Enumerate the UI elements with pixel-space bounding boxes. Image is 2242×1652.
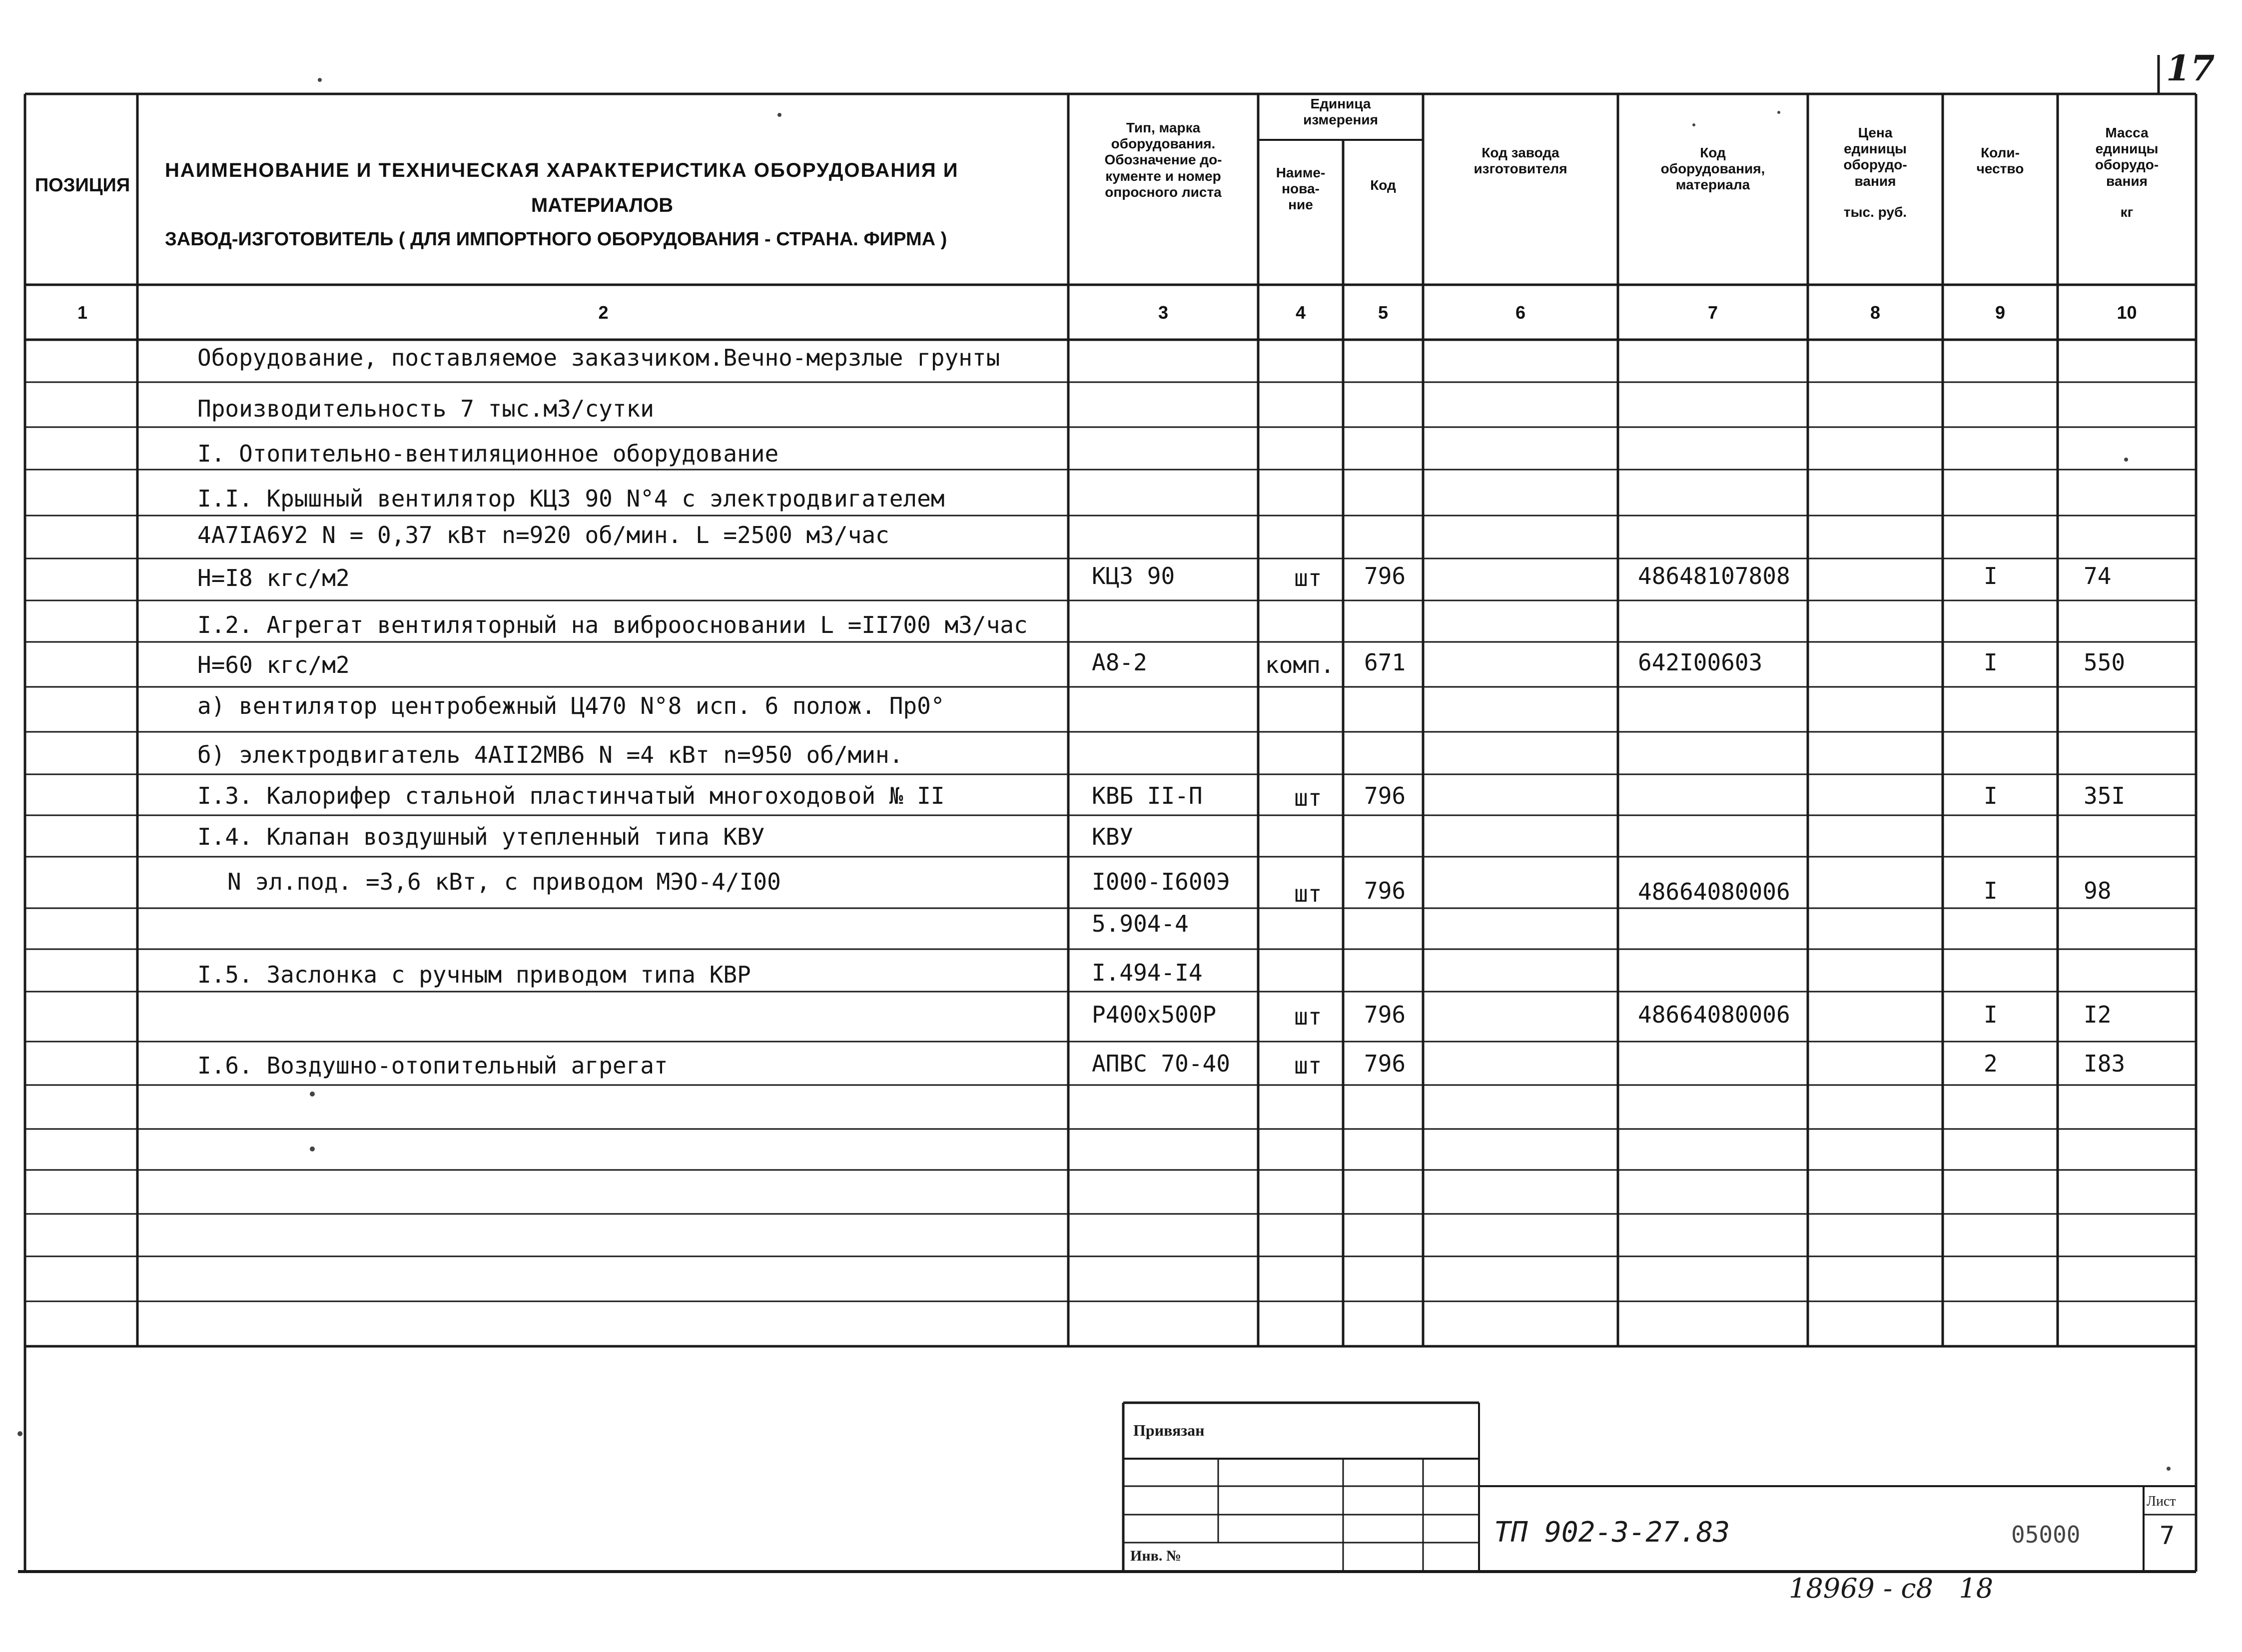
row-8-name: а) вентилятор центробежный Ц470 N°8 исп. 6 полож. Пр0° bbox=[197, 692, 945, 719]
row-11-name: I.4. Клапан воздушный утепленный типа КВУ bbox=[197, 823, 765, 850]
row-5-unit: шт bbox=[1294, 564, 1322, 591]
header-price: Цена единицы оборудо- вания тыс. руб. bbox=[1843, 125, 1907, 220]
row-7-unit: комп. bbox=[1265, 651, 1335, 678]
row-10-unit: шт bbox=[1294, 784, 1322, 811]
row-15-type: Р400х500Р bbox=[1092, 1001, 1217, 1028]
colnum-8: 8 bbox=[1870, 302, 1881, 323]
row-10-code: 796 bbox=[1364, 782, 1406, 809]
colnum-9: 9 bbox=[1995, 302, 2006, 323]
row-10-mass: 35I bbox=[2084, 782, 2126, 809]
row-5-name: Н=I8 кгс/м2 bbox=[197, 564, 350, 591]
colnum-7: 7 bbox=[1707, 302, 1718, 323]
header-name-line1: НАИМЕНОВАНИЕ И ТЕХНИЧЕСКАЯ ХАРАКТЕРИСТИКА ОБОРУДОВАНИЯ И bbox=[165, 159, 959, 181]
row-7-type: А8-2 bbox=[1092, 649, 1147, 676]
row-15-code: 796 bbox=[1364, 1001, 1406, 1028]
colnum-10: 10 bbox=[2117, 302, 2137, 323]
row-0-name: Оборудование, поставляемое заказчиком.Вечно-мерзлые грунты bbox=[197, 344, 1000, 371]
row-7-qty: I bbox=[1984, 649, 1998, 676]
row-4-name: 4А7IА6У2 N = 0,37 кВт n=920 об/мин. L =2500 м3/час bbox=[197, 522, 889, 549]
row-16-mass: I83 bbox=[2084, 1050, 2126, 1077]
header-name-line3: ЗАВОД-ИЗГОТОВИТЕЛЬ ( ДЛЯ ИМПОРТНОГО ОБОРУДОВАНИЯ - СТРАНА. ФИРМА ) bbox=[165, 229, 947, 250]
colnum-1: 1 bbox=[77, 302, 88, 323]
row-12-mass: 98 bbox=[2084, 877, 2112, 904]
colnum-2: 2 bbox=[598, 302, 609, 323]
row-7-name: Н=60 кгс/м2 bbox=[197, 651, 350, 678]
row-3-name: I.I. Крышный вентилятор КЦЗ 90 N°4 с электродвигателем bbox=[197, 485, 945, 512]
row-5-matcode: 48648107808 bbox=[1638, 562, 1790, 589]
header-unit-name: Наиме- нова- ние bbox=[1276, 165, 1326, 213]
stamp-doc-code: ТП 902-3-27.83 bbox=[1494, 1516, 1730, 1549]
row-5-mass: 74 bbox=[2084, 562, 2112, 589]
row-9-name: б) электродвигатель 4АII2МВ6 N =4 кВт n=950 об/мин. bbox=[197, 741, 903, 768]
row-12-qty: I bbox=[1984, 877, 1998, 904]
row-15-mass: I2 bbox=[2084, 1001, 2112, 1028]
header-material-code: Код оборудования, материала bbox=[1660, 145, 1765, 193]
row-5-type: КЦЗ 90 bbox=[1092, 562, 1175, 589]
row-10-qty: I bbox=[1984, 782, 1998, 809]
colnum-5: 5 bbox=[1378, 302, 1389, 323]
colnum-4: 4 bbox=[1295, 302, 1306, 323]
row-14-name: I.5. Заслонка с ручным приводом типа КВР bbox=[197, 961, 751, 988]
row-15-unit: шт bbox=[1294, 1003, 1322, 1030]
row-15-matcode: 48664080006 bbox=[1638, 1001, 1790, 1028]
stamp-list-no: 7 bbox=[2160, 1521, 2175, 1550]
colnum-6: 6 bbox=[1515, 302, 1526, 323]
row-14-type: I.494-I4 bbox=[1092, 959, 1203, 986]
row-2-name: I. Отопительно-вентиляционное оборудование bbox=[197, 440, 779, 467]
header-factory-code: Код завода изготовителя bbox=[1474, 145, 1567, 177]
row-16-qty: 2 bbox=[1984, 1050, 1998, 1077]
colnum-3: 3 bbox=[1158, 302, 1169, 323]
row-6-name: I.2. Агрегат вентиляторный на виброосновании L =II700 м3/час bbox=[197, 611, 1028, 638]
row-1-name: Производительность 7 тыс.м3/сутки bbox=[197, 395, 654, 422]
row-7-mass: 550 bbox=[2084, 649, 2126, 676]
row-12-name: N эл.под. =3,6 кВт, с приводом МЭО-4/I00 bbox=[227, 868, 781, 895]
row-10-name: I.3. Калорифер стальной пластинчатый многоходовой № II bbox=[197, 782, 945, 809]
header-name-line2: МАТЕРИАЛОВ bbox=[531, 194, 674, 216]
row-10-type: КВБ II-П bbox=[1092, 782, 1203, 809]
stamp-inv: Инв. № bbox=[1130, 1548, 1181, 1564]
header-quantity: Коли- чество bbox=[1976, 145, 2024, 177]
row-12-type: I000-I600Э bbox=[1092, 868, 1230, 895]
bottom-note: 18969 - с8 18 bbox=[1789, 1573, 1994, 1604]
row-11-type: КВУ bbox=[1092, 823, 1134, 850]
header-type: Тип, марка оборудования. Обозначение до- кументе и номер опросного листа bbox=[1104, 120, 1222, 200]
row-5-code: 796 bbox=[1364, 562, 1406, 589]
header-unit-group: Единица измерения bbox=[1303, 96, 1378, 128]
stamp-privyazan: Привязан bbox=[1133, 1421, 1205, 1439]
row-5-qty: I bbox=[1984, 562, 1998, 589]
row-12-matcode: 48664080006 bbox=[1638, 878, 1790, 905]
row-16-type: АПВС 70-40 bbox=[1092, 1050, 1230, 1077]
row-16-unit: шт bbox=[1294, 1052, 1322, 1079]
stamp-list-label: Лист bbox=[2147, 1494, 2176, 1509]
row-16-code: 796 bbox=[1364, 1050, 1406, 1077]
row-15-qty: I bbox=[1984, 1001, 1998, 1028]
row-16-name: I.6. Воздушно-отопительный агрегат bbox=[197, 1052, 668, 1079]
header-position: ПОЗИЦИЯ bbox=[34, 175, 130, 196]
page-mark: 17 bbox=[2166, 47, 2215, 89]
row-12-unit: шт bbox=[1294, 880, 1322, 907]
stamp-sheet-code: 05000 bbox=[2011, 1521, 2081, 1548]
row-7-matcode: 642I00603 bbox=[1638, 649, 1763, 676]
row-12-code: 796 bbox=[1364, 877, 1406, 904]
header-unit-code: Код bbox=[1370, 177, 1396, 193]
row-7-code: 671 bbox=[1364, 649, 1406, 676]
header-mass: Масса единицы оборудо- вания кг bbox=[2095, 125, 2159, 220]
row-13-type: 5.904-4 bbox=[1092, 910, 1189, 937]
